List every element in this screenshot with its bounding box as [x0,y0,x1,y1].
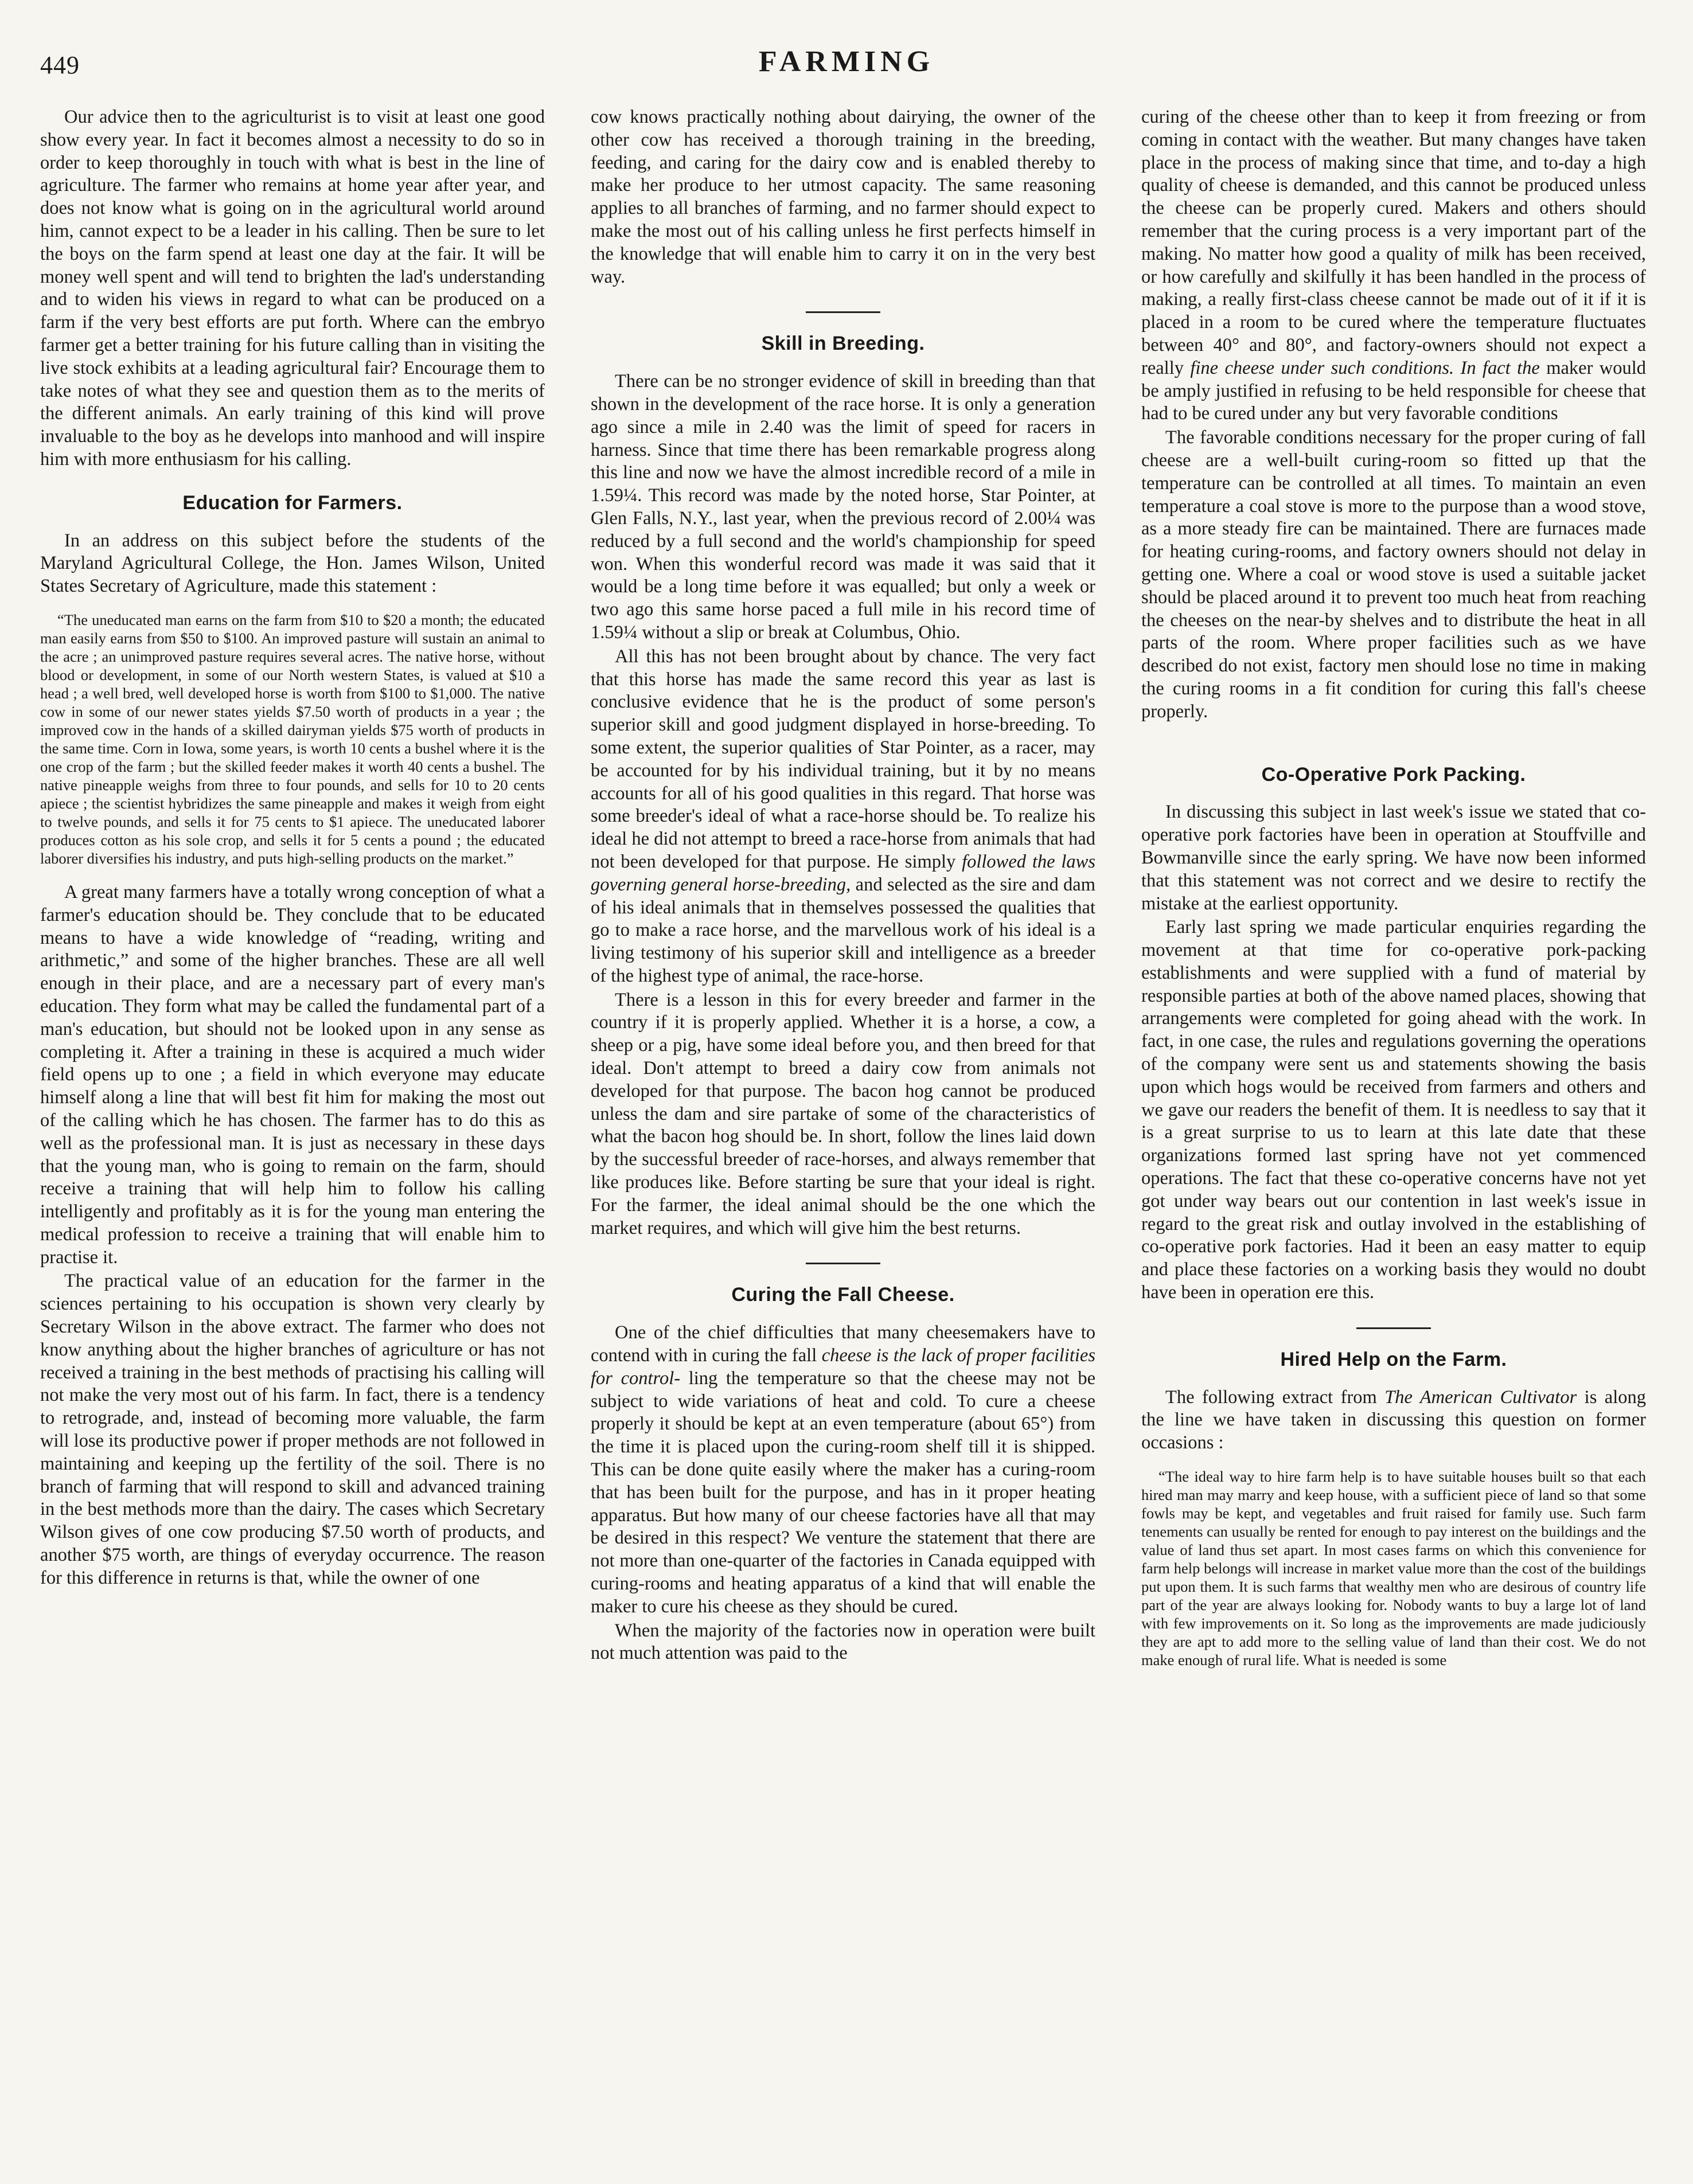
italic-text: fine cheese under such conditions. In fact the [1190,357,1540,378]
section-heading-skill: Skill in Breeding. [761,333,925,355]
page-number: 449 [40,51,80,79]
paragraph: A great many farmers have a totally wrong conception of what a farmer's education should be. They conclude that to be educated means to have a wide knowledge of “reading, writing and arithmetic,” and some of the higher branches. These are all well enough in their place, and are a necessary part of every man's education. They form what may be called the fundamental part of a man's education, but should not be looked upon in any sense as completing it. After a training in these is acquired a much wider field opens up to one ; a field in which everyone may educate himself along a line that will best fit him for making the most out of the calling which he has chosen. The farmer has to do this as well as the professional man. It is just as necessary in these days that the young man, who is going to remain on the farm, should receive a training that will help him to follow his calling intelligently and profitably as it is for the young man entering the medical profession to receive a training that will enable him to practise it. [40,881,545,1268]
section-heading-education: Education for Farmers. [182,491,403,514]
italic-text: The American Cultivator [1384,1386,1577,1408]
section-divider [806,1263,880,1264]
paragraph [1141,1386,1646,1455]
paragraph: In discussing this subject in last week's issue we stated that co-operative pork factories have been in operation at Stouffville and Bowmanville since the early spring. We have now been informed that this statement was not correct and we desire to rectify the mistake at the earliest opportunity. [1141,802,1646,914]
paragraph: Early last spring we made particular enquiries regarding the movement at that time for co-operative pork-packing establishments and were supplied with a fund of material by responsible parties at both of the above named places, showing that arrangements were completed for going ahead with the work. In fact, in one case, the rules and regulations governing the operations of the company were sent us and statements showing the basis upon which hogs would be received from farmers and others and we gave our readers the benefit of them. It is needless to say that it is a great surprise to us to learn at this late date that these organizations formed last spring have not yet commenced operations. The fact that these co-operative concerns have not yet got under way bears out our contention in last week's issue in regard to the great risk and outlay involved in the establishing of co-operative pork factories. Had it been an easy matter to equip and place these factories on a working basis they would no doubt have been in operation ere this. [1141,917,1646,1303]
page-header [40,34,1653,86]
column-1 [40,106,545,2147]
paragraph: cow knows practically nothing about dairying, the owner of the other cow has received a thorough training in the breeding, feeding, and caring for the dairy cow and is enabled thereby to make her produce to her utmost capacity. The same reasoning applies to all branches of farming, and no farmer should expect to make the most out of his calling unless he first perfects himself in the knowledge that will enable him to carry it on in the very best way. [591,107,1095,287]
block-quote [1141,1467,1646,1669]
paragraph-text: ling the temperature so that the cheese may not be subject to wide variations of heat and cold. To cure a cheese properly it should be kept at an even temperature (about 65°) from the time it is placed upon the curing-room shelf till it is shipped. This can be done quite easily where the maker has a curing-room that has been built for the purpose, and has in it proper heating apparatus. But how many of our cheese factories have all that may be desired in this respect? We venture the statement that there are not more than one-quarter of the factories in Canada equipped with curing-rooms and heating apparatus of a kind that will enable the maker to cure his cheese as they should be cured. [591,1368,1095,1617]
paragraph-text: The following extract from [1165,1386,1377,1408]
paragraph: There can be no stronger evidence of skill in breeding than that shown in the development of the race horse. It is only a generation ago since a mile in 2.40 was the limit of speed for racers in harness. Since that time there has been remarkable progress along this line and now we have the almost incredible record of a mile in 1.59¼. This record was made by the noted horse, Star Pointer, at Glen Falls, N.Y., last year, when the previous record of 2.00¼ was reduced by a full second and the world's championship for speed won. When this wonderful record was made it was said that it would be a long time before it was equalled; but only a week or two ago this same horse paced a full mile in his record time of 1.59¼ without a slip or break at Columbus, Ohio. [591,371,1095,643]
column-2 [591,106,1095,2147]
quote-text: “The ideal way to hire farm help is to have suitable houses built so that each hired man may marry and keep house, with a sufficient piece of land so that some fowls may be kept, and vegetables and fruit raised for family use. Such farm tenements can usually be rented for enough to pay interest on the buildings and the value of land thus set apart. In most cases farms on which this convenience for farm help belongs will increase in market value more than the cost of the buildings put upon them. It is such farms that wealthy men who are desirous of country life part of the year are always looking for. Nobody wants to buy a large lot of land with few improvements on it. So long as the improvements are made judiciously they are apt to add more to the selling value of land than their cost. We do not make enough of rural life. What is needed is some [1141,1468,1646,1669]
paragraph [591,1322,1095,1618]
paragraph-text: All this has not been brought about by chance. The very fact that this horse has made the same record this year as last is conclusive evidence that he is the product of some person's superior skill and good judgment displayed in horse-breeding. To some extent, the superior qualities of Star Pointer, as a racer, may be accounted for by his individual training, but it by no means accounts for all of his good qualities in this regard. That horse was some breeder's ideal of what a race-horse should be. To realize his ideal he did not attempt to breed a race-horse from animals that had not been developed for that purpose. He simply [591,646,1095,872]
text-columns [40,106,1646,2147]
paragraph: Our advice then to the agriculturist is to visit at least one good show every year. In fact it becomes almost a necessity to do so in order to keep thoroughly in touch with what is best in the line of agriculture. The farmer who remains at home year after year, and does not know what is going on in the agricultural world around him, cannot expect to be a leader in his calling. Then be sure to let the boys on the farm spend at least one day at the fair. It will be money well spent and will tend to brighten the lad's understanding and to widen his views in regard to what can be produced on a farm if the very best efforts are put forth. Where can the embryo farmer get a better training for his future calling than in visiting the live stock exhibits at a leading agricultural fair? Encourage them to take notes of what they see and question them as to the merits of the different animals. An early training of this kind will prove invaluable to the boy as he develops into manhood and will inspire him with more enthusiasm for his calling. [40,107,545,470]
paragraph: When the majority of the factories now in operation were built not much attention was paid to the [591,1620,1095,1664]
paragraph: The practical value of an education for the farmer in the sciences pertaining to his occupation is shown very clearly by Secretary Wilson in the above extract. The farmer who does not know anything about the higher branches of agriculture or has not received a training in the best methods of practising his calling will not make the very most out of his farm. In fact, there is a tendency to retrograde, and, instead of becoming more valuable, the farm will lose its productive power if proper methods are not followed in maintaining and keeping up the fertility of the soil. There is no branch of farming that will respond to skill and advanced training in the best methods more than the dairy. The cases which Secretary Wilson gives of one cow producing $7.50 worth of products, and another $75 worth, are things of everyday occurrence. The reason for this difference in returns is that, while the owner of one [40,1271,545,1588]
paragraph-text: curing of the cheese other than to keep it from freezing or from coming in contact with the weather. But many changes have taken place in the process of making since that time, and to-day a high quality of cheese is demanded, and this cannot be produced unless the cheese can be properly cured. Makers and others should remember that the curing process is a very important part of the making. No matter how good a quality of milk has been received, or how carefully and skilfully it has been handled in the process of making, a really first-class cheese cannot be made out of it if it is placed in a room to be cured where the temperature fluctuates between 40° and 80°, and factory-owners should not expect a really [1141,107,1646,378]
italic-text: cheese is the lack of proper facilities for control- [591,1345,1095,1389]
paragraph-text: and selected as the sire and dam of his ideal animals that in themselves possessed the qualities that go to make a race horse, and the marvellous work of his ideal is a living testimony of his superior skill and intelligence as a breeder of the highest type of animal, the race-horse. [591,874,1095,986]
paragraph [1141,106,1646,425]
paragraph-text: One of the chief difficulties that many cheesemakers have to contend with in curing the fall [591,1322,1095,1366]
paragraph: The favorable conditions necessary for the proper curing of fall cheese are a well-built curing-room so fitted up that the temperature can be controlled at all times. To maintain an even temperature a coal stove is more to the purpose than a wood stove, as a more steady fire can be maintained. There are furnaces made for heating curing-rooms, and factory owners should not delay in getting one. Where a coal or wood stove is used a suitable jacket should be placed around it to prevent too much heat from reaching the cheeses on the near-by shelves and to distribute the heat in all parts of the room. Where proper facilities such as we have described do not exist, factory men should lose no time in making the curing rooms in a fit condition for curing this fall's cheese properly. [1141,427,1646,722]
quote-text: “The uneducated man earns on the farm from $10 to $20 a month; the educated man easily earns from $50 to $100. An improved pasture will sustain an animal to the acre ; an unimproved pasture requires several acres. The native horse, without blood or development, in some of our North western States, is valued at $10 a head ; a well bred, well developed horse is worth from $100 to $1,000. The native cow in some of our newer states yields $7.50 worth of products in a year ; the improved cow in the hands of a skilled dairyman yields $75 worth of products in the same time. Corn in Iowa, some years, is worth 10 cents a bushel where it is the one crop of the farm ; but the skilled feeder makes it worth 40 cents a bushel. The native pineapple weighs from three to four pounds, and sells for 10 to 20 cents apiece ; the scientist hybridizes the same pineapple and makes it weigh from eight to twelve pounds, and sells it for 75 cents to $1 apiece. The uneducated laborer produces cotton as his sole crop, and sells it for 5 cents a pound ; the educated laborer diversifies his industry, and puts high-selling products on the market.” [40,611,545,867]
section-heading-hired: Hired Help on the Farm. [1280,1348,1507,1370]
italic-text: followed the laws governing general horse-breeding, [591,851,1095,895]
paragraph: There is a lesson in this for every breeder and farmer in the country if it is properly applied. Whether it is a horse, a cow, a sheep or a pig, have some ideal before you, and then breed for that ideal. Don't attempt to breed a dairy cow from animals not developed for that purpose. The bacon hog cannot be produced unless the dam and sire partake of some of the characteristics of what the bacon hog should be. In short, follow the lines laid down by the successful breeder of race-horses, and always remember that like produces like. Before starting be sure that your ideal is right. For the farmer, the ideal animal should be the one which the market requires, and which will give him the best returns. [591,989,1095,1238]
running-title: FARMING [758,45,935,78]
paragraph: In an address on this subject before the students of the Maryland Agricultural College, the Hon. James Wilson, United States Secretary of Agriculture, made this statement : [40,530,545,597]
column-3 [1141,106,1646,2147]
paragraph [591,646,1095,988]
block-quote [40,611,545,868]
paragraph-text: is along the line we have taken in discussing this question on former occasions : [1141,1386,1646,1454]
section-heading-pork: Co-Operative Pork Packing. [1261,763,1526,786]
section-divider [1356,1327,1431,1329]
section-heading-curing: Curing the Fall Cheese. [731,1284,955,1306]
section-divider [806,311,880,313]
paragraph-text: maker would be amply justified in refusing to be held responsible for cheese that had to be cured under any but very favorable conditions [1141,357,1646,424]
